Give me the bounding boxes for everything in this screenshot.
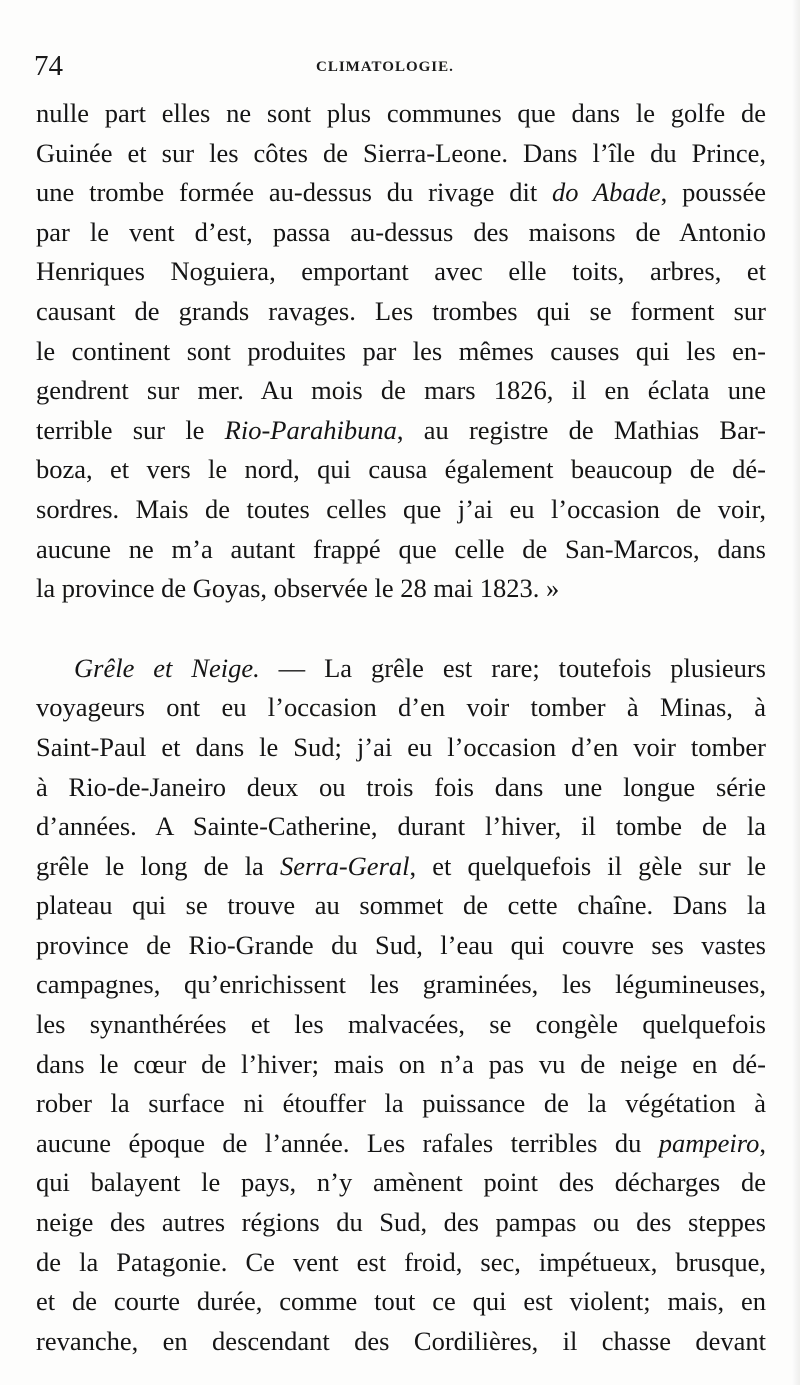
text-line: aucune époque de l’année. Les rafales terribles du pampeiro, <box>36 1127 766 1158</box>
text-line: à Rio-de-Janeiro deux ou trois fois dans une longue série <box>36 771 766 802</box>
paragraph <box>36 94 766 609</box>
text-line: nulle part elles ne sont plus communes que dans le golfe de <box>36 98 766 128</box>
text-line: causant de grands ravages. Les trombes qui se forment sur <box>36 295 766 326</box>
page-edge-shadow <box>792 0 800 1385</box>
text-line: revanche, en descendant des Cordilières, il chasse devant <box>36 1325 766 1356</box>
page-header <box>34 50 764 90</box>
text-line: d’années. A Sainte-Catherine, durant l’hiver, il tombe de la <box>36 811 766 842</box>
text-line: rober la surface ni étouffer la puissance de la végétation à <box>36 1088 766 1119</box>
text-line: voyageurs ont eu l’occasion d’en voir tomber à Minas, à <box>36 692 766 723</box>
text-line: province de Rio-Grande du Sud, l’eau qui couvre ses vastes <box>36 929 766 960</box>
text-line: campagnes, qu’enrichissent les graminées, les légumineuses, <box>36 969 766 1000</box>
text-line: le continent sont produites par les mêmes causes qui les en- <box>36 335 766 366</box>
text-line: grêle le long de la Serra-Geral, et quelquefois il gèle sur le <box>36 850 766 881</box>
text-line: sordres. Mais de toutes celles que j’ai eu l’occasion de voir, <box>36 493 766 524</box>
text-line: de la Patagonie. Ce vent est froid, sec, impétueux, brusque, <box>36 1246 766 1277</box>
text-line: les synanthérées et les malvacées, se congèle quelquefois <box>36 1009 766 1040</box>
text-line: la province de Goyas, observée le 28 mai 1823. » <box>36 573 560 604</box>
text-line: dans le cœur de l’hiver; mais on n’a pas vu de neige en dé- <box>36 1048 766 1079</box>
text-line: une trombe formée au-dessus du rivage dit do Abade, poussée <box>36 177 766 208</box>
body-text <box>36 94 766 1361</box>
text-line: gendrent sur mer. Au mois de mars 1826, il en éclata une <box>36 375 766 406</box>
page-number: 74 <box>34 50 63 82</box>
text-line: Henriques Noguiera, emportant avec elle toits, arbres, et <box>36 256 766 287</box>
text-line: neige des autres régions du Sud, des pampas ou des steppes <box>36 1207 766 1238</box>
text-line: et de courte durée, comme tout ce qui est violent; mais, en <box>36 1286 766 1317</box>
text-line: terrible sur le Rio-Parahibuna, au registre de Mathias Bar- <box>36 414 766 445</box>
paragraph-gap <box>36 609 766 649</box>
text-line: qui balayent le pays, n’y amènent point des décharges de <box>36 1167 766 1198</box>
text-line: Saint-Paul et dans le Sud; j’ai eu l’occasion d’en voir tomber <box>36 731 766 762</box>
text-line: boza, et vers le nord, qui causa également beaucoup de dé- <box>36 454 766 485</box>
text-line: Guinée et sur les côtes de Sierra-Leone. Dans l’île du Prince, <box>36 137 766 168</box>
running-head: CLIMATOLOGIE. <box>316 59 454 75</box>
text-line: plateau qui se trouve au sommet de cette chaîne. Dans la <box>36 890 766 921</box>
text-line: par le vent d’est, passa au-dessus des maisons de Antonio <box>36 216 766 247</box>
text-line: Grêle et Neige. — La grêle est rare; toutefois plusieurs <box>74 652 766 683</box>
text-line: aucune ne m’a autant frappé que celle de San-Marcos, dans <box>36 533 766 564</box>
paragraph <box>36 649 766 1362</box>
